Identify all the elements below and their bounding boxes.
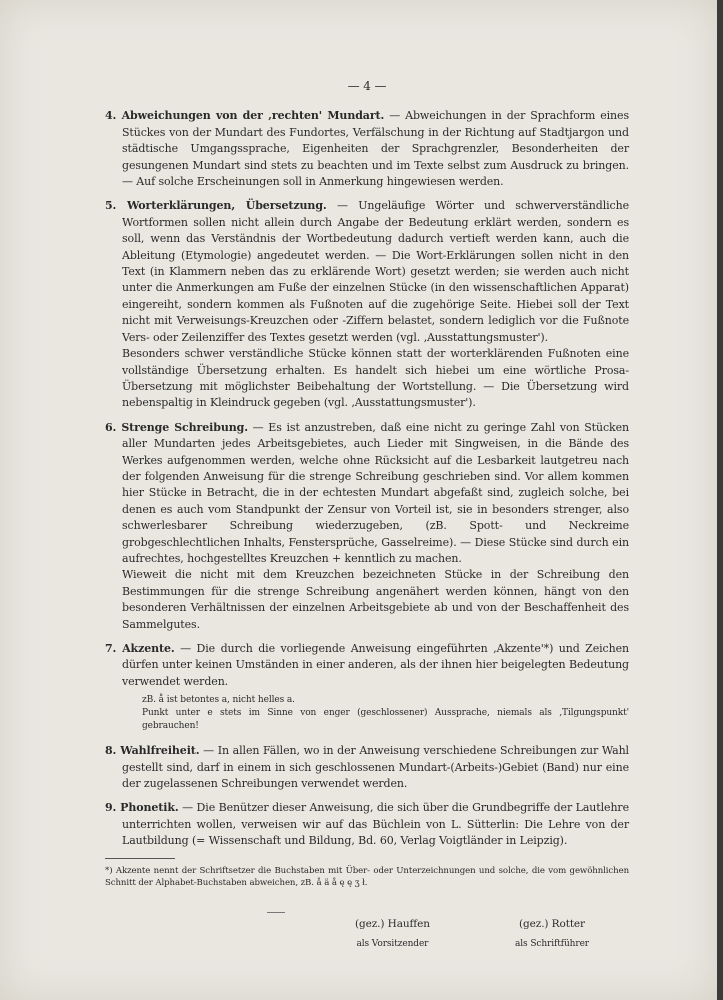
section-note	[105, 694, 629, 733]
section-text: — Abweichungen in der Sprachform eines Stückes von der Mundart des Fundortes, Verfälschung in der Richtung auf Stadtjargon und städtische Umgangssprache, Eigenheiten der Sprachgrenzler, Besonderheiten der gesungenen Mundart sind stets zu beachten und im Texte selbst zum Ausdruck zu bringen. — Auf solche Erscheinungen soll in Anmerkung hingewiesen werden.	[122, 109, 629, 189]
note-line: zB. å ist betontes a, nicht helles a.	[142, 695, 295, 706]
signature-role: als Vorsitzender	[356, 939, 429, 950]
section-text: — Ungeläufige Wörter und schwerverständliche Wortformen sollen nicht allein durch Angabe der Bedeutung erklärt werden, sondern es soll, wenn das Verständnis der Wortbedeutung dadurch vertieft werden kann, auch die Ableitung (Etymologie) angedeutet werden. — Die Wort-Erklärungen sollen nicht in den Text (in Klammern neben das zu erklärende Wort) gesetzt werden; sie werden auch nicht unter die Anmerkungen am Fuße der einzelnen Stücke (in den wissenschaftlichen Apparat) eingereiht, sondern kommen als Fußnoten auf die zugehörige Seite. Hiebei soll der Text nicht mit Verweisungs-Kreuzchen oder -Ziffern belastet, sondern lediglich vor die Fußnote Vers- oder Zeilenziffer des Textes gesetzt werden (vgl. ‚Ausstattungsmuster').	[122, 199, 629, 344]
section-heading: 4. Abweichungen von der ‚rechten' Mundart.	[105, 109, 385, 123]
section-heading: 9. Phonetik.	[105, 801, 179, 815]
signature-name: (gez.) Hauffen	[355, 917, 430, 930]
section-heading: 7. Akzente.	[105, 642, 175, 655]
footnote: *) Akzente nennt der Schriftsetzer die Buchstaben mit Über- oder Unterzeichnungen und solche, die vom gewöhnlichen Schnitt der Alphabet-Buchstaben abweichen, zB. å ä å ę ę ʒ ł.	[105, 865, 629, 889]
section-text: — Die durch die vorliegende Anweisung eingeführten ‚Akzente'*) und Zeichen dürfen unter keinen Umständen in einer anderen, als der ihnen hier beigelegten Bedeutung verwendet werden.	[122, 642, 629, 688]
section-text: — In allen Fällen, wo in der Anweisung verschiedene Schreibungen zur Wahl gestellt sind, darf in einem in sich geschlossenen Mundart-(Arbeits-)Gebiet (Band) nur eine der zugelassenen Schreibungen verwendet werden.	[122, 744, 629, 791]
divider	[267, 912, 285, 913]
section-text: — Es ist anzustreben, daß eine nicht zu geringe Zahl von Stücken aller Mundarten jedes Arbeitsgebietes, auch Lieder mit Singweisen, in die Bände des Werkes aufgenommen werden, welche ohne Rücksicht auf die Lesbarkeit lautgetreu nach der folgenden Anweisung für die strenge Schreibung geschrieben sind. Vor allem kommen hier Stücke in Betracht, die in der echtesten Mundart abgefaßt sind, zugleich solche, bei denen es auch vom Standpunkt der Zensur von Vorteil ist, sie in besonders strenger, also schwerlesbarer Schreibung wiederzugeben, (zB. Spott- und Neckreime grobgeschlechtlichen Inhalts, Fenstersprüche, Gasselreime). — Diese Stücke sind durch ein aufrechtes, hochgestelltes Kreuzchen + kenntlich zu machen.	[122, 420, 629, 565]
section-7	[105, 641, 629, 733]
section-5	[105, 198, 629, 411]
section-9	[105, 800, 629, 849]
section-text: — Die Benützer dieser Anweisung, die sich über die Grundbegriffe der Lautlehre unterrichten wollen, verweisen wir auf das Büchlein von L. Sütterlin: Die Lehre von der Lautbildung (= Wissenschaft und Bildung, Bd. 60, Verlag Voigtländer in Leipzig).	[122, 801, 629, 848]
section-text-continued: Besonders schwer verständliche Stücke können statt der worterklärenden Fußnoten eine vollständige Übersetzung erhalten. Es handelt sich hiebei um eine wörtliche Prosa-Übersetzung mit möglichster Beibehaltung der Wortstellung. — Die Übersetzung wird nebenspaltig in Kleindruck gegeben (vgl. ‚Ausstattungsmuster').	[122, 347, 629, 410]
signature-name: (gez.) Rotter	[519, 917, 585, 930]
signature-role: als Schriftführer	[515, 939, 590, 950]
section-heading: 8. Wahlfreiheit.	[105, 744, 200, 758]
section-heading: 6. Strenge Schreibung.	[105, 420, 248, 434]
page-edge	[717, 0, 723, 1000]
page-content	[105, 78, 629, 976]
footnote-divider	[105, 858, 175, 859]
note-line: Punkt unter e stets im Sinne von enger (geschlossener) Aussprache, niemals als ‚Tilgungspunkt' gebrauchen!	[142, 708, 629, 732]
section-4	[105, 108, 629, 190]
section-8	[105, 743, 629, 792]
signature-chair	[355, 916, 430, 953]
section-text-continued: Wieweit die nicht mit dem Kreuzchen bezeichneten Stücke in der Schreibung den Bestimmungen für die strenge Schreibung angenähert werden können, hängt von den besonderen Verhältnissen der einzelnen Arbeitsgebiete ab und von der Beschaffenheit des Sammelgutes.	[122, 568, 629, 631]
signatures	[105, 916, 629, 976]
page-number: — 4 —	[347, 79, 387, 93]
section-heading: 5. Worterklärungen, Übersetzung.	[105, 199, 327, 213]
signature-secretary	[515, 916, 589, 953]
section-6	[105, 420, 629, 633]
